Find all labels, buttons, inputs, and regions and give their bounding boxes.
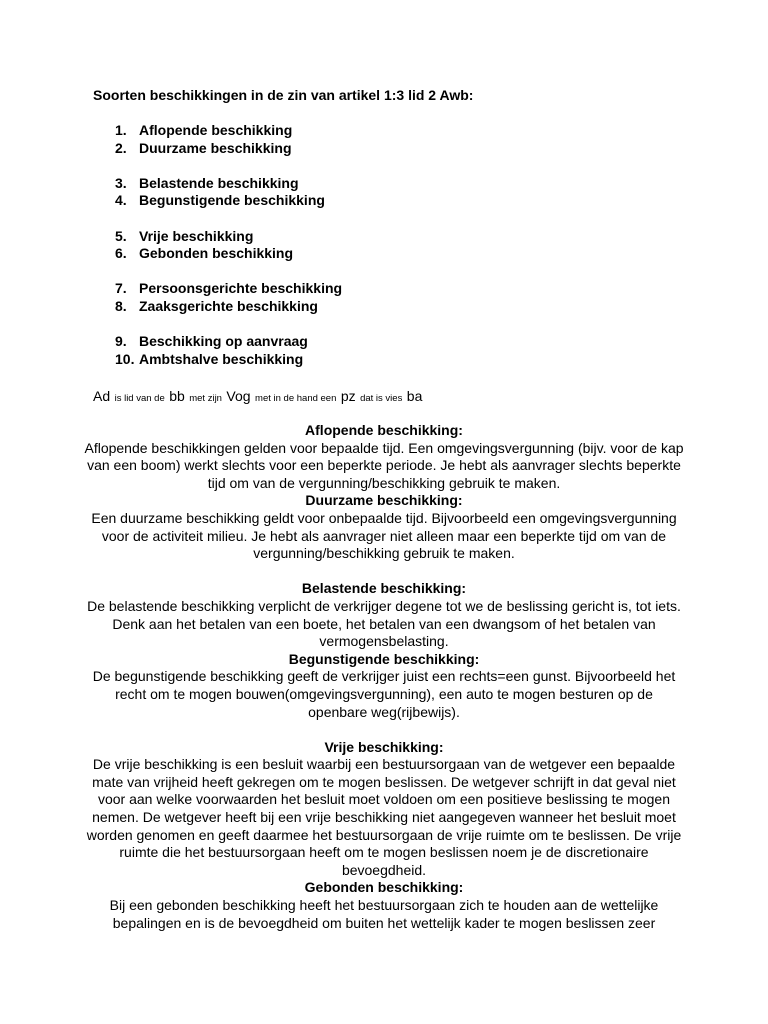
mnemonic-part: g [242, 388, 251, 404]
list-item-number: 9. [115, 333, 127, 350]
list-item [93, 140, 342, 158]
list-item-label: Beschikking op aanvraag [139, 333, 308, 350]
mnemonic-line [93, 387, 422, 408]
list-item-number: 8. [115, 297, 127, 314]
mnemonic-part: dat is vies [360, 393, 403, 404]
list-item-number: 2. [115, 139, 127, 156]
list-item-number: 10. [115, 350, 135, 367]
list-item-label: Aflopende beschikking [139, 122, 293, 138]
mnemonic-part: pz [340, 388, 356, 404]
list-item [93, 333, 342, 351]
list-item [93, 175, 342, 193]
list-item-number: 4. [115, 192, 127, 209]
list-item-label: Vrije beschikking [139, 227, 254, 244]
section-spacer [84, 563, 684, 581]
mnemonic-part: is lid van de [114, 393, 165, 404]
section-text: De begunstigende beschikking geeft de verkrijger juist een rechts=een gunst. Bijvoorbeeld het recht om te mogen bouwen(omgevingsvergunning), een auto te mogen besturen op de openbare weg(rijbewijs). [92, 668, 676, 720]
section-spacer [84, 721, 684, 739]
section-text: Een duurzame beschikking geldt voor onbepaalde tijd. Bijvoorbeeld een omgevingsvergunning voor de activiteit milieu. Je hebt als aanvrager niet alleen maar een beperkte tijd om van de vergunning/beschikking gebruik te maken. [91, 509, 677, 562]
beschikking-types-list [93, 122, 342, 368]
section-text: De vrije beschikking is een besluit waarbij een bestuursorgaan van de wetgever een bepaalde mate van vrijheid heeft gekregen om te mogen beslissen. De wetgever schrijft in dat geval niet voor aan welke voorwaarden het besluit moet voldoen om een positieve beslissing te mogen nemen. De wetgever heeft bij een vrije beschikking niet aangegeven wanneer het besluit moet worden genomen en geeft daarmee het bestuursorgaan de vrije ruimte om te beslissen. De vrije ruimte die het bestuursorgaan heeft om te mogen beslissen noem je de discretionaire bevoegdheid. [86, 756, 682, 878]
list-item-number: 1. [115, 122, 127, 138]
mnemonic-part: met in de hand een [255, 393, 337, 404]
section-text: Bij een gebonden beschikking heeft het bestuursorgaan zich te houden aan de wettelijke bepalingen en is de bevoegdheid om buiten het wettelijk kader te mogen beslissen zeer [109, 897, 659, 931]
list-item-label: Persoonsgerichte beschikking [139, 280, 343, 297]
list-item-label: Duurzame beschikking [139, 139, 292, 156]
list-item-number: 6. [115, 245, 127, 262]
list-item [93, 351, 342, 369]
list-item [93, 280, 342, 298]
list-item [93, 192, 342, 210]
section-heading: Vrije beschikking: [324, 738, 444, 755]
section-text: De belastende beschikking verplicht de verkrijger degene tot we de beslissing gericht is, tot iets. Denk aan het betalen van een boete, het betalen van een dwangsom of het betalen van vermogensbelasting. [87, 597, 681, 650]
list-item [93, 122, 342, 140]
mnemonic-part: Vo [226, 388, 243, 404]
list-item-label: Zaaksgerichte beschikking [139, 297, 318, 314]
mnemonic-part: met zijn [189, 393, 222, 404]
list-item-label: Ambtshalve beschikking [139, 350, 304, 367]
section-heading: Belastende beschikking: [301, 580, 467, 597]
list-item [93, 228, 342, 246]
section-heading: Gebonden beschikking: [304, 879, 464, 896]
document-title: Soorten beschikkingen in de zin van artikel 1:3 lid 2 Awb: [93, 87, 474, 103]
list-item [93, 298, 342, 316]
document-body [84, 422, 684, 932]
section-heading: Duurzame beschikking: [305, 492, 463, 509]
mnemonic-part: Ad [93, 388, 111, 404]
mnemonic-part: ba [406, 388, 423, 404]
list-item-label: Gebonden beschikking [139, 245, 294, 262]
list-item-number: 5. [115, 227, 127, 244]
section-heading: Aflopende beschikking: [305, 422, 463, 438]
section-text: Aflopende beschikkingen gelden voor bepaalde tijd. Een omgevingsvergunning (bijv. voor de kap van een boom) werkt slechts voor een beperkte periode. Je hebt als aanvrager slechts beperkte tijd om van de vergunning/beschikking gebruik te maken. [84, 439, 684, 491]
list-item-number: 7. [115, 280, 127, 297]
list-item-number: 3. [115, 174, 127, 191]
list-item-label: Begunstigende beschikking [139, 192, 325, 209]
list-item-label: Belastende beschikking [139, 174, 299, 191]
section-heading: Begunstigende beschikking: [288, 650, 480, 667]
mnemonic-part: bb [169, 388, 185, 404]
list-item [93, 245, 342, 263]
